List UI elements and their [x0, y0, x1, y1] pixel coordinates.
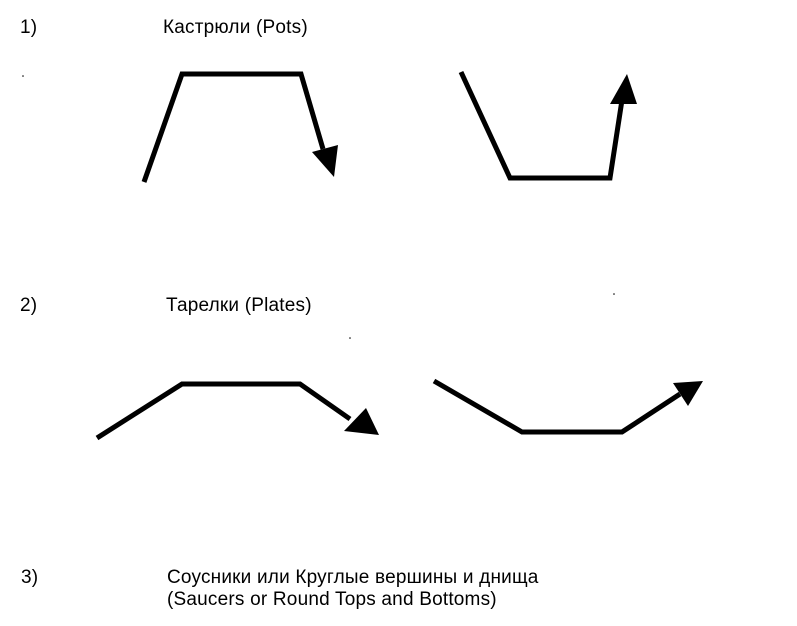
pot-ascending-arrowhead [610, 74, 637, 104]
scan-speck [613, 293, 615, 295]
plate-descending-arrowhead [344, 408, 379, 435]
plate-descending-path [97, 384, 350, 438]
pot-shape-ascending [461, 72, 637, 178]
section-3-number: 3) [21, 567, 39, 588]
section-1-title: Кастрюли (Pots) [163, 17, 308, 38]
pot-descending-arrowhead [312, 145, 338, 177]
pot-ascending-path [461, 72, 622, 178]
pot-descending-path [144, 74, 323, 182]
section-2-number: 2) [20, 295, 38, 316]
plate-shape-descending [97, 384, 379, 438]
scan-speck [22, 75, 24, 77]
section-2-title: Тарелки (Plates) [166, 295, 312, 316]
section-1-number: 1) [20, 17, 38, 38]
section-3-title-line-1: Соусники или Круглые вершины и днища [167, 567, 539, 588]
pot-shape-descending [144, 74, 338, 182]
scan-speck [349, 337, 351, 339]
section-3-title-line-2: (Saucers or Round Tops and Bottoms) [167, 589, 497, 610]
plate-shape-ascending [434, 381, 703, 432]
plate-ascending-path [434, 381, 680, 432]
